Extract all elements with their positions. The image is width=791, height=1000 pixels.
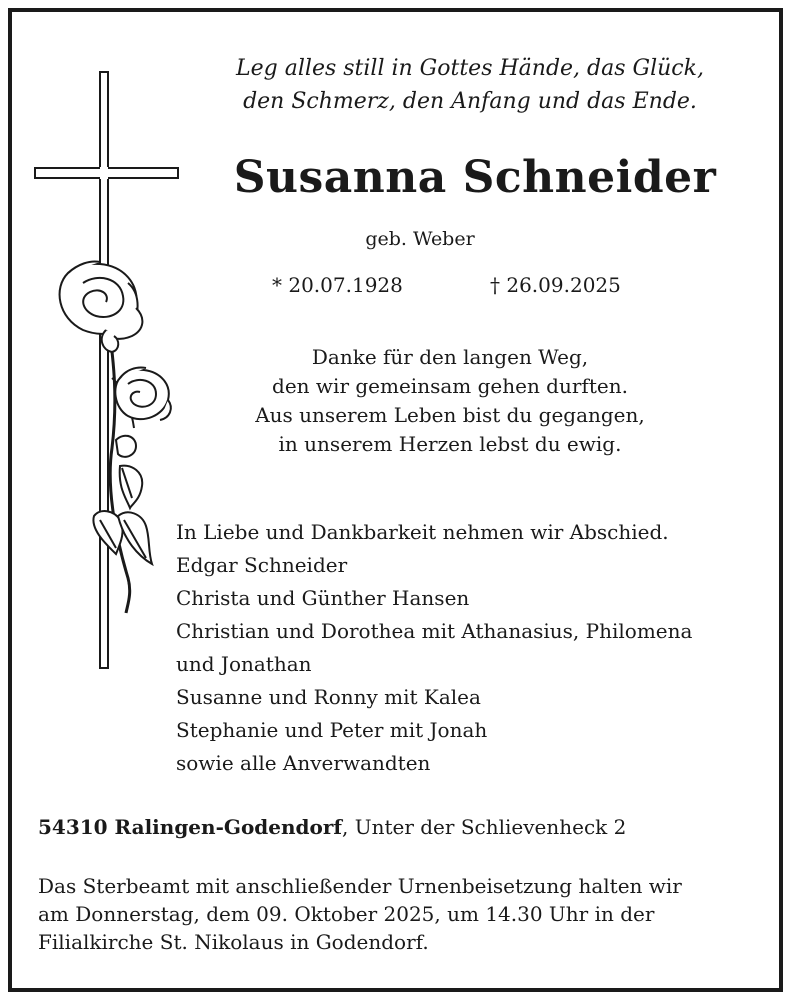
verse-line: Danke für den langen Weg, (311, 345, 589, 369)
deceased-name: Susanna Schneider (233, 152, 717, 203)
mourners-line: Christian und Dorothea mit Athanasius, Philomena (176, 619, 693, 643)
cross-with-roses-icon (28, 68, 188, 673)
motto-line: den Schmerz, den Anfang und das Ende. (243, 89, 697, 114)
verse-line: den wir gemeinsam gehen durften. (272, 374, 628, 398)
address-place: 54310 Ralingen-Godendorf (38, 815, 343, 839)
death-date: † 26.09.2025 (490, 273, 621, 297)
verse-line: Aus unserem Leben bist du gegangen, (255, 403, 645, 427)
service-line: Filialkirche St. Nikolaus in Godendorf. (38, 930, 429, 954)
service-line: am Donnerstag, dem 09. Oktober 2025, um 14.30 Uhr in der (38, 902, 655, 926)
memorial-verse (205, 343, 695, 459)
mourners-line: Stephanie und Peter mit Jonah (176, 718, 488, 742)
verse-line: in unserem Herzen lebst du ewig. (278, 432, 622, 456)
motto (195, 52, 745, 118)
mourners-line: und Jonathan (176, 652, 312, 676)
mourners-line: Edgar Schneider (176, 553, 348, 577)
mourners-line: Christa und Günther Hansen (176, 586, 470, 610)
birth-date: * 20.07.1928 (272, 273, 403, 297)
birth-name: geb. Weber (365, 228, 475, 250)
address (38, 812, 626, 842)
service-line: Das Sterbeamt mit anschließender Urnenbeisetzung halten wir (38, 874, 682, 898)
mourners-line: Susanne und Ronny mit Kalea (176, 685, 481, 709)
mourners-line: In Liebe und Dankbarkeit nehmen wir Abschied. (176, 520, 669, 544)
funeral-service-info (38, 872, 763, 956)
address-street: , Unter der Schlievenheck 2 (342, 815, 627, 839)
mourners-list (176, 516, 776, 780)
motto-line: Leg alles still in Gottes Hände, das Glück, (236, 56, 704, 81)
mourners-line: sowie alle Anverwandten (176, 751, 431, 775)
